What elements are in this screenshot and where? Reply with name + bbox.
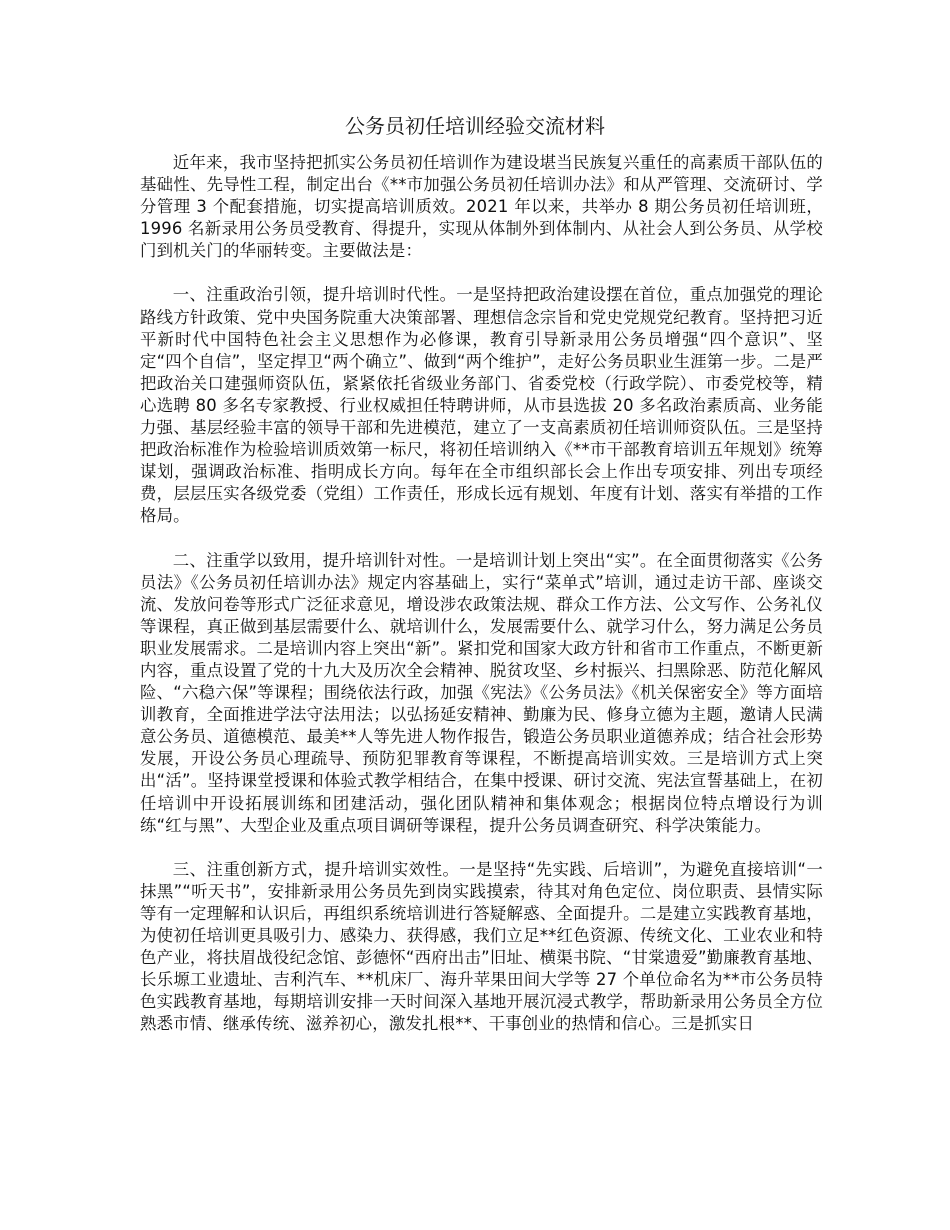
section-3-paragraph: 三、注重创新方式，提升培训实效性。一是坚持“先实践、后培训”，为避免直接培训“一抹黑”“听天书”，安排新录用公务员先到岗实践摸索，待其对角色定位、岗位职责、县情实际等有一定理解和认识后，再组织系统培训进行答疑解惑、全面提升。二是建立实践教育基地，为使初任培训更具吸引力、感染力、获得感，我们立足**红色资源、传统文化、工业农业和特色产业，将扶眉战役纪念馆、彭德怀“西府出击”旧址、横渠书院、“甘棠遗爱”勤廉教育基地、长乐塬工业遗址、吉利汽车、**机床厂、海升苹果田间大学等 27 个单位命名为**市公务员特色实践教育基地，每期培训安排一天时间深入基地开展沉浸式教学，帮助新录用公务员全方位熟悉市情、继承传统、滋养初心，激发扎根**、干事创业的热情和信心。三是抓实日 (140, 859, 823, 1034)
section-1-paragraph: 一、注重政治引领，提升培训时代性。一是坚持把政治建设摆在首位，重点加强党的理论路线方针政策、党中央国务院重大决策部署、理想信念宗旨和党史党规党纪教育。坚持把习近平新时代中国特色社会主义思想作为必修课，教育引导新录用公务员增强“四个意识”、坚定“四个自信”，坚定捍卫“两个确立”、做到“两个维护”，走好公务员职业生涯第一步。二是严把政治关口建强师资队伍，紧紧依托省级业务部门、省委党校（行政学院）、市委党校等，精心选聘 80 多名专家教授、行业权威担任特聘讲师，从市县选拔 20 多名政治素质高、业务能力强、基层经验丰富的领导干部和先进模范，建立了一支高素质初任培训师资队伍。三是坚持把政治标准作为检验培训质效第一标尺，将初任培训纳入《**市干部教育培训五年规划》统筹谋划，强调政治标准、指明成长方向。每年在全市组织部长会上作出专项安排、列出专项经费，层层压实各级党委（党组）工作责任，形成长远有规划、年度有计划、落实有举措的工作格局。 (140, 285, 823, 526)
document-title: 公务员初任培训经验交流材料 (345, 114, 605, 138)
section-2-paragraph: 二、注重学以致用，提升培训针对性。一是培训计划上突出“实”。在全面贯彻落实《公务员法》《公务员初任培训办法》规定内容基础上，实行“菜单式”培训，通过走访干部、座谈交流、发放问卷等形式广泛征求意见，增设涉农政策法规、群众工作方法、公文写作、公务礼仪等课程，真正做到基层需要什么、就培训什么，发展需要什么、就学习什么，努力满足公务员职业发展需求。二是培训内容上突出“新”。紧扣党和国家大政方针和省市工作重点，不断更新内容，重点设置了党的十九大及历次全会精神、脱贫攻坚、乡村振兴、扫黑除恶、防范化解风险、“六稳六保”等课程；围绕依法行政，加强《宪法》《公务员法》《机关保密安全》等方面培训教育，全面推进学法守法用法；以弘扬延安精神、勤廉为民、修身立德为主题，邀请人民满意公务员、道德模范、最美**人等先进人物作报告，锻造公务员职业道德养成；结合社会形势发展，开设公务员心理疏导、预防犯罪教育等课程，不断提高培训实效。三是培训方式上突出“活”。坚持课堂授课和体验式教学相结合，在集中授课、研讨交流、宪法宣誓基础上，在初任培训中开设拓展训练和团建活动，强化团队精神和集体观念；根据岗位特点增设行为训练“红与黑”、大型企业及重点项目调研等课程，提升公务员调查研究、科学决策能力。 (140, 550, 823, 835)
intro-paragraph: 近年来，我市坚持把抓实公务员初任培训作为建设堪当民族复兴重任的高素质干部队伍的基础性、先导性工程，制定出台《**市加强公务员初任培训办法》和从严管理、交流研讨、学分管理 3 个配套措施，切实提高培训质效。2021 年以来，共举办 8 期公务员初任培训班，1996 名新录用公务员受教育、得提升，实现从体制外到体制内、从社会人到公务员、从学校门到机关门的华丽转变。主要做法是： (140, 153, 823, 261)
document-body (140, 152, 823, 1057)
